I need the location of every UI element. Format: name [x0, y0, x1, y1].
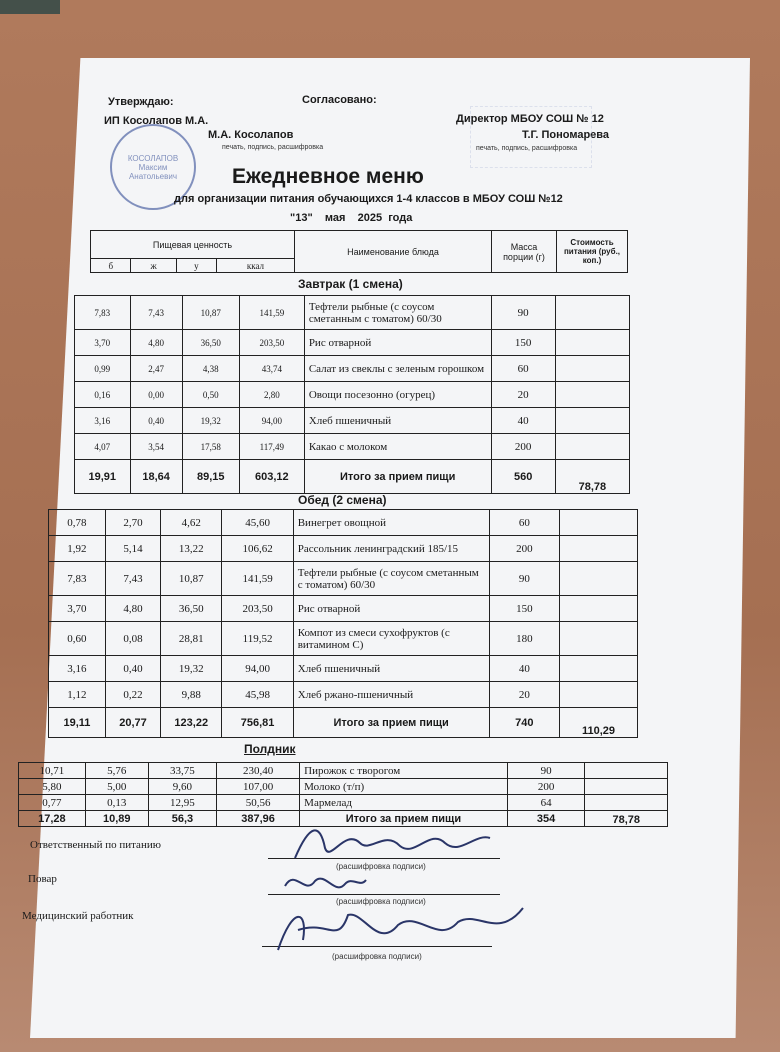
- protein-cell: 0,99: [75, 356, 131, 382]
- fat-cell: 7,43: [130, 296, 182, 330]
- table-row: [75, 434, 630, 460]
- table-row: [49, 510, 638, 536]
- dish-name-cell: Рассольник ленинградский 185/15: [293, 536, 489, 562]
- kcal-cell: 94,00: [222, 656, 293, 682]
- agree-label: Согласовано:: [302, 94, 377, 106]
- mass-cell: 200: [489, 536, 559, 562]
- total-fat: 10,89: [85, 811, 148, 827]
- fat-cell: 4,80: [130, 330, 182, 356]
- total-label: Итого за прием пищи: [300, 811, 508, 827]
- kcal-cell: 117,49: [239, 434, 304, 460]
- fat-cell: 2,70: [105, 510, 160, 536]
- table-row: [49, 656, 638, 682]
- approver-name: ИП Косолапов М.А.: [104, 115, 209, 127]
- dish-name-cell: Хлеб пшеничный: [293, 656, 489, 682]
- total-carbs: 89,15: [182, 460, 239, 494]
- carbs-cell: 10,87: [161, 562, 222, 596]
- mass-cell: 200: [507, 779, 585, 795]
- cost-cell: [555, 296, 629, 330]
- stamp-seal: КОСОЛАПОВ Максим Анатольевич: [110, 124, 196, 210]
- carbs-cell: 17,58: [182, 434, 239, 460]
- col-kcal: ккал: [216, 259, 294, 273]
- col-u: у: [176, 259, 216, 273]
- responsible-signature: [290, 818, 510, 866]
- responsible-label: Ответственный по питанию: [30, 839, 161, 851]
- carbs-cell: 36,50: [182, 330, 239, 356]
- kcal-cell: 230,40: [216, 763, 299, 779]
- total-cost: 78,78: [555, 460, 629, 494]
- fat-cell: 0,00: [130, 382, 182, 408]
- carbs-cell: 0,50: [182, 382, 239, 408]
- dish-name-cell: Мармелад: [300, 795, 508, 811]
- cost-header: Стоимость питания (руб., коп.): [557, 231, 628, 273]
- carbs-cell: 28,81: [161, 622, 222, 656]
- cost-cell: [555, 356, 629, 382]
- dish-name-cell: Тефтели рыбные (с соусом сметанным с томатом) 60/30: [293, 562, 489, 596]
- kcal-cell: 119,52: [222, 622, 293, 656]
- total-kcal: 387,96: [216, 811, 299, 827]
- fat-cell: 0,40: [105, 656, 160, 682]
- dish-name-cell: Хлеб пшеничный: [304, 408, 491, 434]
- total-mass: 354: [507, 811, 585, 827]
- total-label: Итого за прием пищи: [304, 460, 491, 494]
- total-row: [75, 460, 630, 494]
- mass-cell: 150: [491, 330, 555, 356]
- table-row: [49, 622, 638, 656]
- table-row: [49, 536, 638, 562]
- total-cost: 78,78: [585, 811, 668, 827]
- fat-cell: 2,47: [130, 356, 182, 382]
- background-object: [0, 0, 60, 14]
- protein-cell: 3,70: [49, 596, 106, 622]
- protein-cell: 0,60: [49, 622, 106, 656]
- protein-cell: 4,07: [75, 434, 131, 460]
- cook-hint: (расшифровка подписи): [336, 897, 426, 906]
- table-row: [49, 562, 638, 596]
- total-protein: 17,28: [19, 811, 86, 827]
- total-protein: 19,11: [49, 708, 106, 738]
- kcal-cell: 43,74: [239, 356, 304, 382]
- protein-cell: 1,92: [49, 536, 106, 562]
- protein-cell: 10,71: [19, 763, 86, 779]
- kcal-cell: 50,56: [216, 795, 299, 811]
- cost-cell: [555, 330, 629, 356]
- carbs-cell: 10,87: [182, 296, 239, 330]
- mass-cell: 200: [491, 434, 555, 460]
- table-row: [19, 763, 668, 779]
- page-subtitle: для организации питания обучающихся 1-4 классов в МБОУ СОШ №12: [174, 193, 563, 205]
- total-carbs: 123,22: [161, 708, 222, 738]
- dish-name-cell: Салат из свеклы с зеленым горошком: [304, 356, 491, 382]
- mass-cell: 40: [489, 656, 559, 682]
- dish-name-cell: Рис отварной: [293, 596, 489, 622]
- cost-cell: [555, 434, 629, 460]
- carbs-cell: 13,22: [161, 536, 222, 562]
- total-kcal: 756,81: [222, 708, 293, 738]
- protein-cell: 5,80: [19, 779, 86, 795]
- kcal-cell: 203,50: [222, 596, 293, 622]
- dish-name-cell: Хлеб ржано-пшеничный: [293, 682, 489, 708]
- protein-cell: 3,16: [49, 656, 106, 682]
- carbs-cell: 12,95: [148, 795, 216, 811]
- director-title: Директор МБОУ СОШ № 12: [456, 113, 604, 125]
- kcal-cell: 141,59: [239, 296, 304, 330]
- table-row: [19, 795, 668, 811]
- dish-name-cell: Компот из смеси сухофруктов (с витамином С): [293, 622, 489, 656]
- protein-cell: 7,83: [49, 562, 106, 596]
- approve-label: Утверждаю:: [108, 96, 174, 108]
- col-zh: ж: [131, 259, 176, 273]
- carbs-cell: 33,75: [148, 763, 216, 779]
- fat-cell: 0,40: [130, 408, 182, 434]
- dish-name-cell: Овощи посезонно (огурец): [304, 382, 491, 408]
- cost-cell: [555, 408, 629, 434]
- medic-hint: (расшифровка подписи): [332, 952, 422, 961]
- dish-name-cell: Винегрет овощной: [293, 510, 489, 536]
- total-mass: 740: [489, 708, 559, 738]
- total-kcal: 603,12: [239, 460, 304, 494]
- carbs-cell: 4,38: [182, 356, 239, 382]
- sign-hint-left: печать, подпись, расшифровка: [222, 144, 324, 151]
- kcal-cell: 45,60: [222, 510, 293, 536]
- mass-cell: 180: [489, 622, 559, 656]
- carbs-cell: 9,60: [148, 779, 216, 795]
- fat-cell: 0,22: [105, 682, 160, 708]
- cost-cell: [555, 382, 629, 408]
- kcal-cell: 203,50: [239, 330, 304, 356]
- total-label: Итого за прием пищи: [293, 708, 489, 738]
- director-stamp: [470, 106, 592, 168]
- page-title: Ежедневное меню: [232, 165, 424, 188]
- mass-cell: 40: [491, 408, 555, 434]
- carbs-cell: 19,32: [182, 408, 239, 434]
- cost-cell: [585, 779, 668, 795]
- dish-name-cell: Рис отварной: [304, 330, 491, 356]
- total-fat: 20,77: [105, 708, 160, 738]
- medic-label: Медицинский работник: [22, 910, 134, 922]
- protein-cell: 7,83: [75, 296, 131, 330]
- table-header: [90, 230, 628, 273]
- lunch-title: Обед (2 смена): [298, 493, 387, 507]
- kcal-cell: 141,59: [222, 562, 293, 596]
- medic-signature: [268, 900, 538, 960]
- cost-cell: [560, 622, 638, 656]
- protein-cell: 3,70: [75, 330, 131, 356]
- fat-cell: 4,80: [105, 596, 160, 622]
- kcal-cell: 45,98: [222, 682, 293, 708]
- snack-title: Полдник: [244, 742, 296, 756]
- mass-header: Масса порции (г): [492, 231, 557, 273]
- menu-date: "13" мая 2025 года: [290, 212, 413, 224]
- mass-cell: 90: [507, 763, 585, 779]
- cost-cell: [560, 562, 638, 596]
- carbs-cell: 19,32: [161, 656, 222, 682]
- fat-cell: 0,08: [105, 622, 160, 656]
- protein-cell: 0,77: [19, 795, 86, 811]
- kcal-cell: 107,00: [216, 779, 299, 795]
- approver-sign-name: М.А. Косолапов: [208, 129, 294, 141]
- dish-name-cell: Пирожок с творогом: [300, 763, 508, 779]
- mass-cell: 60: [491, 356, 555, 382]
- fat-cell: 3,54: [130, 434, 182, 460]
- cook-signature: [280, 866, 370, 902]
- kcal-cell: 106,62: [222, 536, 293, 562]
- sign-hint-right: печать, подпись, расшифровка: [476, 145, 578, 152]
- fat-cell: 0,13: [85, 795, 148, 811]
- carbs-cell: 4,62: [161, 510, 222, 536]
- cost-cell: [585, 763, 668, 779]
- mass-cell: 20: [491, 382, 555, 408]
- cost-cell: [560, 656, 638, 682]
- fat-cell: 5,14: [105, 536, 160, 562]
- protein-cell: 3,16: [75, 408, 131, 434]
- responsible-hint: (расшифровка подписи): [336, 862, 426, 871]
- mass-cell: 90: [489, 562, 559, 596]
- lunch-table: [48, 509, 638, 738]
- table-row: [75, 382, 630, 408]
- fat-cell: 7,43: [105, 562, 160, 596]
- breakfast-title: Завтрак (1 смена): [298, 277, 403, 291]
- fat-cell: 5,76: [85, 763, 148, 779]
- table-row: [75, 408, 630, 434]
- protein-cell: 0,78: [49, 510, 106, 536]
- col-b: б: [91, 259, 131, 273]
- table-row: [19, 779, 668, 795]
- total-mass: 560: [491, 460, 555, 494]
- mass-cell: 64: [507, 795, 585, 811]
- dish-header: Наименование блюда: [295, 231, 492, 273]
- dish-name-cell: Тефтели рыбные (с соусом сметанным с томатом) 60/30: [304, 296, 491, 330]
- total-fat: 18,64: [130, 460, 182, 494]
- nutrition-header: Пищевая ценность: [91, 231, 295, 259]
- cost-cell: [560, 682, 638, 708]
- dish-name-cell: Молоко (т/п): [300, 779, 508, 795]
- table-row: [49, 682, 638, 708]
- total-protein: 19,91: [75, 460, 131, 494]
- cost-cell: [560, 510, 638, 536]
- dish-name-cell: Какао с молоком: [304, 434, 491, 460]
- cost-cell: [560, 596, 638, 622]
- table-row: [75, 356, 630, 382]
- total-carbs: 56,3: [148, 811, 216, 827]
- carbs-cell: 9,88: [161, 682, 222, 708]
- table-row: [75, 330, 630, 356]
- director-name: Т.Г. Пономарева: [522, 129, 610, 141]
- protein-cell: 0,16: [75, 382, 131, 408]
- mass-cell: 150: [489, 596, 559, 622]
- cost-cell: [585, 795, 668, 811]
- breakfast-table: [74, 295, 630, 494]
- table-row: [49, 596, 638, 622]
- table-row: [75, 296, 630, 330]
- total-row: [49, 708, 638, 738]
- carbs-cell: 36,50: [161, 596, 222, 622]
- mass-cell: 20: [489, 682, 559, 708]
- fat-cell: 5,00: [85, 779, 148, 795]
- cost-cell: [560, 536, 638, 562]
- mass-cell: 60: [489, 510, 559, 536]
- kcal-cell: 94,00: [239, 408, 304, 434]
- mass-cell: 90: [491, 296, 555, 330]
- kcal-cell: 2,80: [239, 382, 304, 408]
- protein-cell: 1,12: [49, 682, 106, 708]
- total-cost: 110,29: [560, 708, 638, 738]
- cook-label: Повар: [28, 873, 57, 885]
